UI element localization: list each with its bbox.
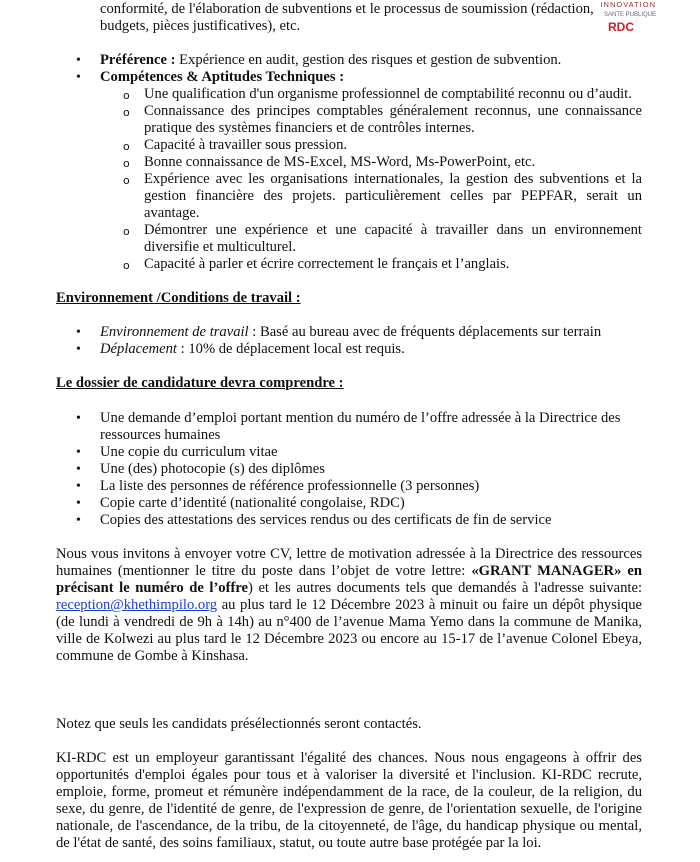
list-item: • La liste des personnes de référence professionnelle (3 personnes) — [56, 478, 642, 495]
dossier-heading: Le dossier de candidature devra comprendre : — [56, 375, 344, 391]
travel-label: Déplacement — [100, 341, 177, 357]
environment-heading: Environnement /Conditions de travail : — [56, 290, 301, 306]
competences-label: Compétences & Aptitudes Techniques : — [100, 69, 345, 85]
dossier-list-block — [56, 410, 642, 529]
preference-text: Expérience en audit, gestion des risques et gestion de subvention. — [175, 52, 562, 68]
invitation-text-3: au plus tard le 12 Décembre 2023 à minuit ou faire un dépôt physique (de lundi à vendredi de 9h à 14h) au n°400 de l’avenue Mama Yemo dans la commune de Manika, ville de Kolwezi au plus tard le 12 Décembre 2023 ou encore au 15-17 de l’avenue Colonel Ebeya, commune de Gombe à Kinshasa. — [56, 597, 642, 664]
list-item — [56, 324, 642, 341]
list-item: o Démontrer une expérience et une capacité à travailler dans un environnement diversifie et multiculturel. — [56, 222, 642, 256]
list-item — [56, 341, 642, 358]
logo-line-rdc: RDC — [608, 20, 634, 34]
intro-line-1: conformité, de l'élaboration de subventions et le processus de soumission (rédaction, — [100, 1, 594, 17]
invitation-text-1: Nous vous invitons à envoyer votre CV, lettre de motivation adressée à la Directrice des ressources humaines (mentionner le titre du poste dans l’objet de votre lettre: — [56, 546, 642, 579]
environment-text: : Basé au bureau avec de fréquents déplacements sur terrain — [248, 324, 602, 340]
list-item: o Bonne connaissance de MS-Excel, MS-Word, Ms-PowerPoint, etc. — [56, 154, 642, 171]
requirements-section — [56, 52, 642, 273]
logo-line-sante: SANTE PUBLIQUE — [603, 12, 656, 18]
list-item: o Une qualification d'un organisme professionnel de comptabilité reconnu ou d’audit. — [56, 86, 642, 103]
email-link[interactable]: reception@khethimpilo.org — [56, 597, 218, 613]
list-item: • Copies des attestations des services rendus ou des certificats de fin de service — [56, 512, 642, 529]
intro-continuation — [56, 1, 642, 35]
note-paragraph: Notez que seuls les candidats présélectionnés seront contactés. — [56, 716, 422, 732]
preference-label: Préférence : — [100, 52, 176, 68]
list-item: • Une copie du curriculum vitae — [56, 444, 642, 461]
list-item: • Copie carte d’identité (nationalité congolaise, RDC) — [56, 495, 642, 512]
logo-line-innovation: INNOVATION — [600, 0, 656, 9]
environment-list-block — [56, 324, 642, 358]
intro-line-2: budgets, pièces justificatives), etc. — [100, 18, 301, 34]
travel-text: : 10% de déplacement local est requis. — [177, 341, 405, 357]
list-item: o Connaissance des principes comptables généralement reconnus, une connaissance pratique des systèmes financiers et de contrôles internes. — [56, 103, 642, 137]
invitation-paragraph — [56, 546, 642, 665]
invitation-text-2: ) et les autres documents tels que demandés à l'adresse suivante: — [248, 580, 642, 596]
environment-label: Environnement de travail — [100, 324, 249, 340]
list-item: • Une demande d’emploi portant mention du numéro de l’offre adressée à la Directrice des ressources humaines — [56, 410, 642, 444]
environment-section — [56, 290, 642, 307]
equal-opportunity-paragraph: KI-RDC est un employeur garantissant l'égalité des chances. Nous nous engageons à offrir des opportunités d'emploi égales pour tous et à valoriser la diversité et l'inclusion. KI-RDC recrute, emploie, forme, promeut et rémunère indépendamment de la race, de la couleur, de la religion, du sexe, du genre, de l'identité de genre, de l'expression de genre, de l'orientation sexuelle, de l'origine nationale, de l'ascendance, de la tribu, de la citoyenneté, de l'âge, du handicap physique ou mental, de l'état de santé, des soins familiaux, statut, ou toute autre base protégée par la loi. — [56, 750, 642, 851]
competences-item — [56, 69, 642, 86]
dossier-section — [56, 375, 642, 392]
list-item: o Expérience avec les organisations internationales, la gestion des subventions et la gestion financière des projets. particulièrement celles par PEPFAR, serait un avantage. — [56, 171, 642, 222]
invitation-bold: «GRANT MANAGER» en précisant le numéro de l’offre — [56, 563, 642, 596]
list-item: • Une (des) photocopie (s) des diplômes — [56, 461, 642, 478]
list-item: o Capacité à travailler sous pression. — [56, 137, 642, 154]
competences-list — [56, 86, 642, 273]
list-item: o Capacité à parler et écrire correctement le français et l’anglais. — [56, 256, 642, 273]
preference-item — [56, 52, 642, 69]
